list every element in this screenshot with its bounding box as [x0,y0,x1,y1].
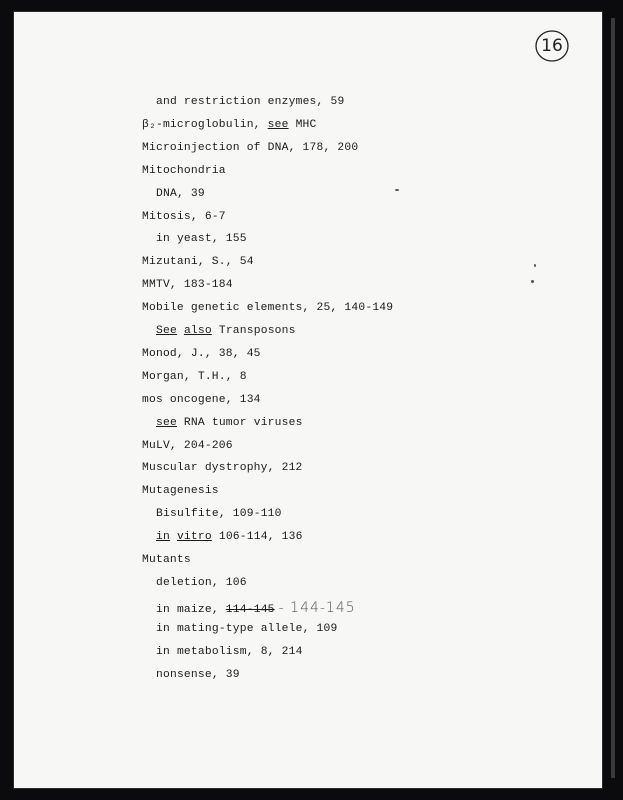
entry-text: deletion, 106 [156,576,247,589]
index-entry [142,302,393,314]
entry-text: mos oncogene, 134 [142,393,261,406]
index-entry [156,531,303,543]
index-entry [156,623,337,635]
index-entry [142,554,191,566]
ink-speck [531,280,534,283]
entry-text [170,531,177,543]
entry-text: Microinjection of DNA, 178, 200 [142,141,359,154]
entry-text [177,325,184,337]
entry-text: MuLV, 204-206 [142,439,233,452]
entry-text: also [183,325,212,337]
index-entry [156,233,247,245]
entry-text: β₂-microglobulin, [142,118,268,131]
entry-text: Mizutani, S., 54 [142,256,254,269]
index-entry [142,165,226,177]
index-entry [142,485,219,497]
index-entry [156,188,205,200]
index-entry [156,600,356,616]
index-entry [142,440,233,452]
ink-speck [534,264,536,267]
page-number [534,28,570,64]
index-entry [142,256,254,268]
ink-speck [395,189,399,191]
entry-text: and restriction enzymes, 59 [156,96,345,108]
entry-text: 114-145 [225,603,275,616]
index-entry [156,646,303,658]
index-entry [156,577,247,589]
entry-text: DNA, 39 [156,187,205,200]
entry-text: RNA tumor viruses [176,416,303,429]
index-entry [156,96,344,108]
entry-text: Transposons [211,325,296,337]
index-entry [142,371,247,383]
index-entry [156,508,282,520]
entry-text: in yeast, 155 [156,233,247,246]
entry-text: Mitochondria [142,164,226,177]
index-entry [142,211,226,223]
entry-text: in mating-type allele, 109 [156,622,338,635]
page-number-text: 16 [541,36,563,56]
entry-text: see [156,416,177,429]
index-entry [142,119,317,131]
entry-text: 106-114, 136 [211,531,303,544]
entry-text: Monod, J., 38, 45 [142,347,261,360]
index-entry [142,462,303,474]
entry-text: in metabolism, 8, 214 [156,645,303,658]
entry-text: Muscular dystrophy, 212 [142,462,303,475]
entry-text: in maize, [156,603,226,616]
entry-text: MHC [288,118,317,131]
entry-text: Morgan, T.H., 8 [142,370,247,383]
entry-text: Mitosis, 6-7 [142,210,226,223]
entry-text: Mutants [142,554,191,566]
document-page [14,12,602,788]
entry-text: MMTV, 183-184 [142,279,233,292]
entry-text: Bisulfite, 109-110 [156,508,282,521]
entry-text: Mutagenesis [142,485,219,498]
entry-text: vitro [176,531,212,544]
entry-text: see [267,118,289,131]
index-entry [142,348,261,360]
index-entry [142,394,261,406]
handwritten-correction: - 144-145 [278,599,356,616]
index-entry [156,417,303,429]
entry-text: nonsense, 39 [156,668,240,681]
entry-text: See [156,325,177,337]
index-entry [142,279,233,291]
index-entry [142,142,358,154]
page-edge [611,18,615,778]
index-entry [156,325,296,337]
entry-text: in [156,531,170,544]
entry-text: Mobile genetic elements, 25, 140-149 [142,302,394,315]
index-entry [156,669,240,681]
